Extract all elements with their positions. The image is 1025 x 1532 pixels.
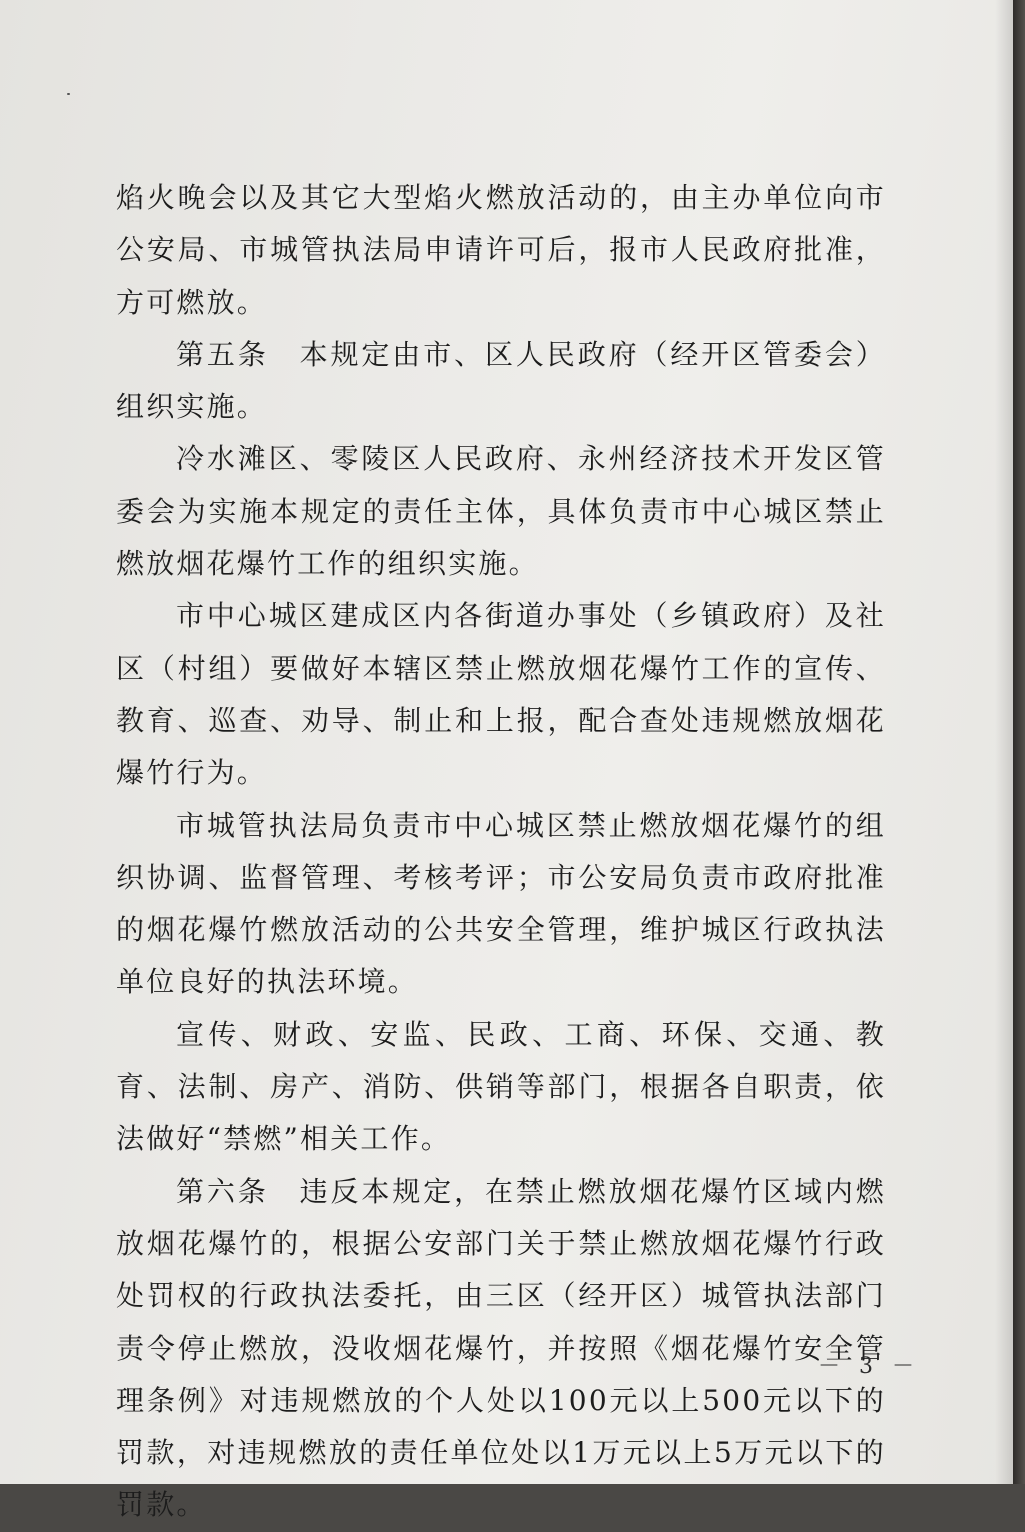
paragraph-6: 宣传、财政、安监、民政、工商、环保、交通、教育、法制、房产、消防、供销等部门，根据各自职责，依法做好“禁燃”相关工作。: [116, 1017, 886, 1156]
paragraph-article-6: 第六条 违反本规定，在禁止燃放烟花爆竹区域内燃放烟花爆竹的，根据公安部门关于禁止燃放烟花爆竹行政处罚权的行政执法委托，由三区（经开区）城管执法部门责令停止燃放，没收烟花爆竹，并按照《烟花爆竹安全管理条例》对违规燃放的个人处以100元以上500元以下的罚款，对违规燃放的责任单位处以1万元以上5万元以下的罚款。: [116, 1174, 886, 1522]
document-body: [116, 172, 886, 1532]
paper-speck: [67, 93, 70, 95]
paragraph-5: 市城管执法局负责市中心城区禁止燃放烟花爆竹的组织协调、监督管理、考核考评；市公安局负责市政府批准的烟花爆竹燃放活动的公共安全管理，维护城区行政执法单位良好的执法环境。: [116, 808, 886, 999]
paragraph-article-5: 第五条 本规定由市、区人民政府（经开区管委会）组织实施。: [116, 337, 886, 424]
paragraph-4: 市中心城区建成区内各街道办事处（乡镇政府）及社区（村组）要做好本辖区禁止燃放烟花爆竹工作的宣传、教育、巡查、劝导、制止和上报，配合查处违规燃放烟花爆竹行为。: [116, 599, 886, 790]
page-edge-shadow: [1013, 0, 1025, 1484]
page-number: － 3 －: [818, 1354, 920, 1379]
paragraph-1: 焰火晚会以及其它大型焰火燃放活动的，由主办单位向市公安局、市城管执法局申请许可后，报市人民政府批准，方可燃放。: [116, 181, 886, 319]
paragraph-3: 冷水滩区、零陵区人民政府、永州经济技术开发区管委会为实施本规定的责任主体，具体负责市中心城区禁止燃放烟花爆竹工作的组织实施。: [116, 442, 886, 581]
